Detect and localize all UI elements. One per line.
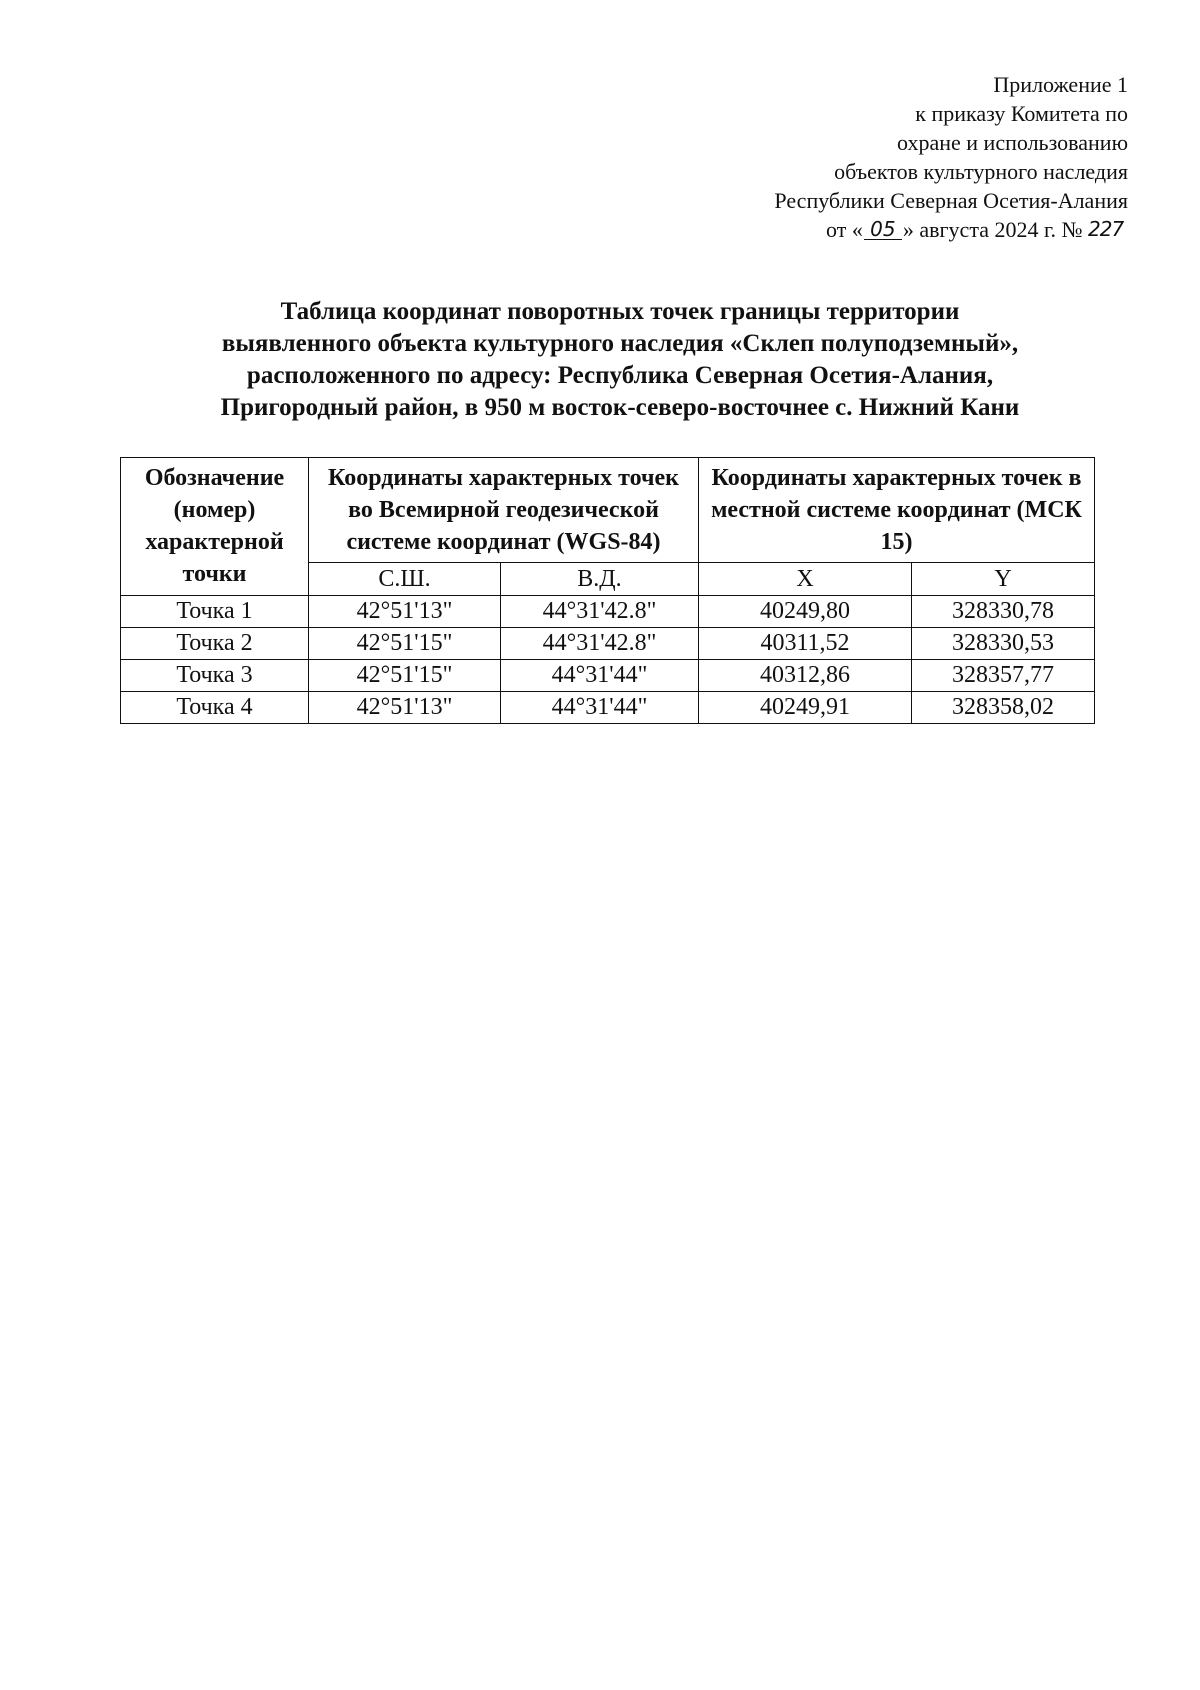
handwritten-day: 05 xyxy=(864,219,902,240)
title-line-4: Пригородный район, в 950 м восток-северо-восточнее с. Нижний Кани xyxy=(220,394,1020,421)
appendix-line-3: охране и использованию xyxy=(897,130,1128,155)
title-line-3: расположенного по адресу: Республика Северная Осетия-Алания, xyxy=(246,362,994,389)
title-line-2: выявленного объекта культурного наследия «Склеп полуподземный», xyxy=(221,330,1019,357)
table-row xyxy=(121,660,1095,692)
cell-y: 328357,77 xyxy=(912,660,1095,692)
cell-latitude: 42°51'15" xyxy=(309,628,501,660)
cell-y: 328358,02 xyxy=(912,692,1095,724)
handwritten-order-number: 227 xyxy=(1088,217,1124,241)
cell-point-name: Точка 2 xyxy=(121,628,309,660)
cell-longitude: 44°31'44" xyxy=(501,692,699,724)
cell-point-name: Точка 3 xyxy=(121,660,309,692)
cell-latitude: 42°51'15" xyxy=(309,660,501,692)
subheader-latitude: С.Ш. xyxy=(309,563,501,596)
cell-y: 328330,78 xyxy=(912,596,1095,628)
table-row xyxy=(121,692,1095,724)
cell-latitude: 42°51'13" xyxy=(309,692,501,724)
cell-y: 328330,53 xyxy=(912,628,1095,660)
subheader-longitude: В.Д. xyxy=(501,563,699,596)
cell-latitude: 42°51'13" xyxy=(309,596,501,628)
table-header-row xyxy=(121,458,1095,563)
header-point-designation: Обозначение (номер) характерной точки xyxy=(121,458,309,596)
cell-longitude: 44°31'44" xyxy=(501,660,699,692)
document-title xyxy=(120,296,1120,424)
cell-x: 40249,80 xyxy=(699,596,912,628)
appendix-date-line xyxy=(608,215,1128,245)
cell-longitude: 44°31'42.8" xyxy=(501,596,699,628)
appendix-line-5: Республики Северная Осетия-Алания xyxy=(774,188,1128,213)
table-row xyxy=(121,628,1095,660)
appendix-line-1: Приложение 1 xyxy=(993,72,1128,97)
appendix-header xyxy=(608,70,1128,245)
appendix-line-4: объектов культурного наследия xyxy=(834,159,1128,184)
subheader-y: Y xyxy=(912,563,1095,596)
subheader-x: X xyxy=(699,563,912,596)
cell-point-name: Точка 1 xyxy=(121,596,309,628)
coordinates-table xyxy=(120,457,1095,724)
cell-point-name: Точка 4 xyxy=(121,692,309,724)
title-line-1: Таблица координат поворотных точек границы территории xyxy=(280,298,960,325)
cell-x: 40249,91 xyxy=(699,692,912,724)
date-prefix: от « xyxy=(826,217,863,242)
table-row xyxy=(121,596,1095,628)
cell-x: 40311,52 xyxy=(699,628,912,660)
header-wgs84: Координаты характерных точек во Всемирной геодезической системе координат (WGS-84) xyxy=(309,458,699,563)
date-middle: » августа 2024 г. № xyxy=(902,217,1083,242)
cell-x: 40312,86 xyxy=(699,660,912,692)
appendix-line-2: к приказу Комитета по xyxy=(915,101,1128,126)
header-msk15: Координаты характерных точек в местной системе координат (МСК 15) xyxy=(699,458,1095,563)
cell-longitude: 44°31'42.8" xyxy=(501,628,699,660)
